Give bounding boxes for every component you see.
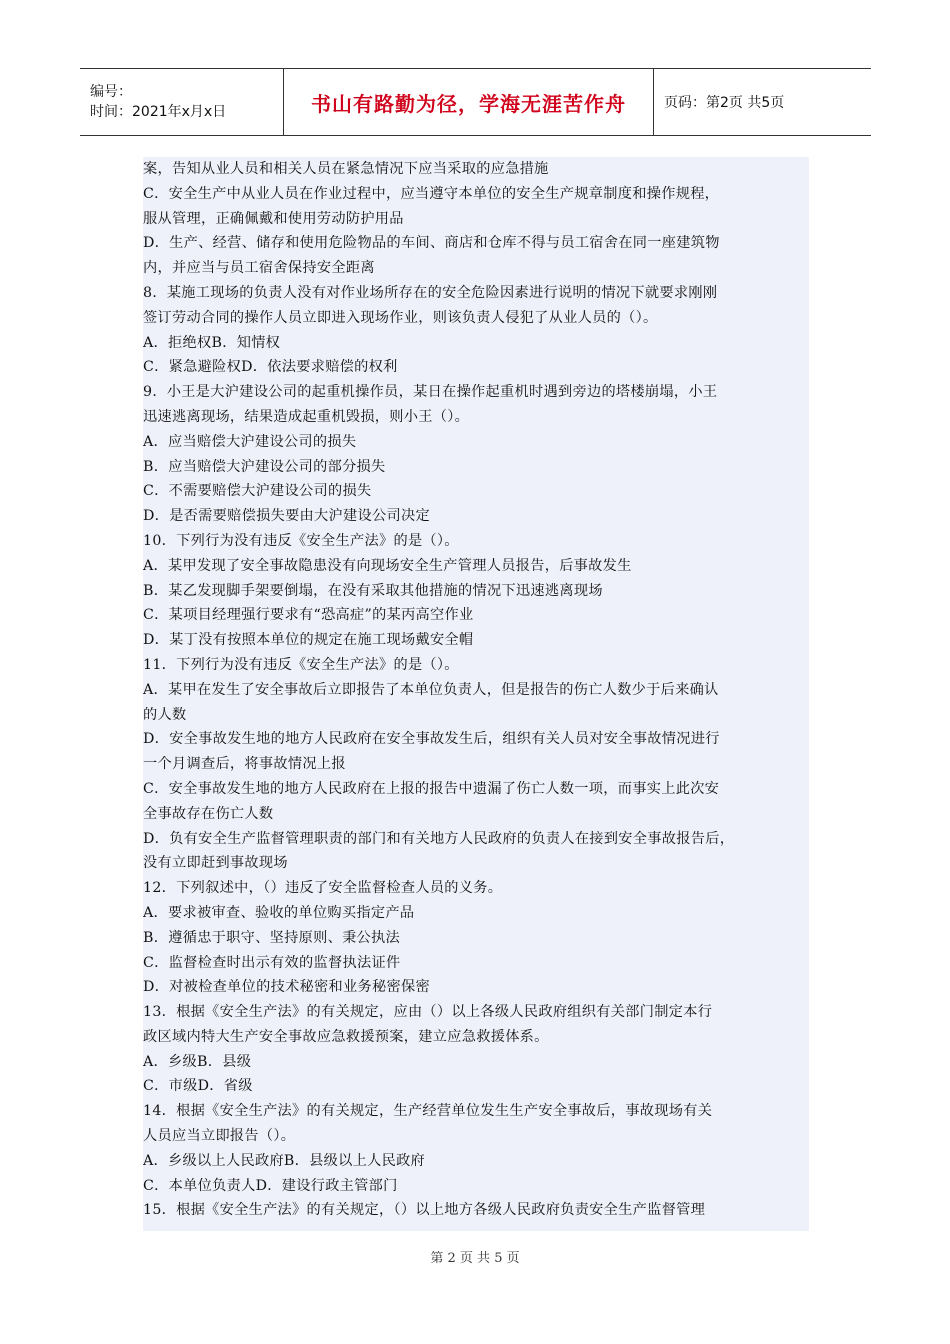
- text-line: C．安全事故发生地的地方人民政府在上报的报告中遗漏了伤亡人数一项，而事实上此次安: [143, 780, 720, 797]
- document-body: [143, 157, 809, 1231]
- text-line: 案，告知从业人员和相关人员在紧急情况下应当采取的应急措施: [143, 161, 549, 177]
- text-line: 8．某施工现场的负责人没有对作业场所存在的安全危险因素进行说明的情况下就要求刚刚: [143, 284, 718, 301]
- text-line: 签订劳动合同的操作人员立即进入现场作业，则该负责人侵犯了从业人员的（）。: [143, 309, 658, 326]
- text-line: D．安全事故发生地的地方人民政府在安全事故发生后，组织有关人员对安全事故情况进行: [143, 731, 720, 748]
- text-line: A．某甲在发生了安全事故后立即报告了本单位负责人，但是报告的伤亡人数少于后来确认: [143, 681, 719, 698]
- text-line: D．对被检查单位的技术秘密和业务秘密保密: [143, 979, 430, 996]
- text-line: C．不需要赔偿大沪建设公司的损失: [143, 483, 372, 500]
- text-line: B．遵循忠于职守、坚持原则、秉公执法: [143, 929, 401, 946]
- text-line: C．市级D．省级: [143, 1078, 253, 1095]
- text-line: 人员应当立即报告（）。: [143, 1128, 296, 1145]
- text-line: 15．根据《安全生产法》的有关规定，（）以上地方各级人民政府负责安全生产监督管理: [143, 1202, 706, 1219]
- page-header: [80, 68, 871, 136]
- text-line: 13．根据《安全生产法》的有关规定，应由（）以上各级人民政府组织有关部门制定本行: [143, 1004, 713, 1021]
- header-page-cell: [654, 69, 871, 135]
- text-line: A．要求被审查、验收的单位购买指定产品: [143, 904, 415, 921]
- document-time-label: 时间：2021年x月x日: [90, 104, 227, 120]
- text-line: C．紧急避险权D．依法要求赔偿的权利: [143, 359, 398, 376]
- text-line: 内，并应当与员工宿舍保持安全距离: [143, 260, 375, 277]
- text-line: 9．小王是大沪建设公司的起重机操作员，某日在操作起重机时遇到旁边的塔楼崩塌，小王: [143, 384, 718, 401]
- text-line: D．负有安全生产监督管理职责的部门和有关地方人民政府的负责人在接到安全事故报告后，: [143, 830, 735, 847]
- text-line: 全事故存在伤亡人数: [143, 805, 274, 822]
- header-motto: 书山有路勤为径，学海无涯苦作舟: [311, 91, 626, 116]
- text-line: 一个月调查后，将事故情况上报: [143, 756, 346, 773]
- text-line: 没有立即赶到事故现场: [143, 855, 288, 872]
- page-footer: 第 2 页 共 5 页: [430, 1251, 520, 1266]
- text-line: A．某甲发现了安全事故隐患没有向现场安全生产管理人员报告，后事故发生: [143, 557, 632, 574]
- text-line: 10．下列行为没有违反《安全生产法》的是（）。: [143, 532, 459, 549]
- text-line: 政区域内特大生产安全事故应急救援预案，建立应急救援体系。: [143, 1028, 549, 1045]
- text-line: A．乡级以上人民政府B．县级以上人民政府: [143, 1152, 426, 1169]
- text-line: 服从管理，正确佩戴和使用劳动防护用品: [143, 210, 404, 227]
- text-line: 12．下列叙述中，（）违反了安全监督检查人员的义务。: [143, 880, 503, 897]
- header-page-label: 页码：第2页 共5页: [664, 95, 785, 111]
- text-line: A．乡级B．县级: [143, 1053, 252, 1070]
- text-line: A．拒绝权B．知情权: [143, 334, 281, 351]
- header-motto-cell: [283, 69, 654, 135]
- text-line: D．生产、经营、储存和使用危险物品的车间、商店和仓库不得与员工宿舍在同一座建筑物: [143, 235, 720, 252]
- text-line: C．安全生产中从业人员在作业过程中，应当遵守本单位的安全生产规章制度和操作规程，: [143, 185, 720, 202]
- text-line: 14．根据《安全生产法》的有关规定，生产经营单位发生生产安全事故后，事故现场有关: [143, 1103, 713, 1120]
- text-line: 的人数: [143, 706, 187, 723]
- text-line: A．应当赔偿大沪建设公司的损失: [143, 433, 357, 450]
- document-number-label: 编号：: [90, 84, 132, 100]
- text-line: C．监督检查时出示有效的监督执法证件: [143, 954, 401, 971]
- text-line: B．应当赔偿大沪建设公司的部分损失: [143, 458, 386, 475]
- text-line: D．某丁没有按照本单位的规定在施工现场戴安全帽: [143, 632, 474, 649]
- text-line: B．某乙发现脚手架要倒塌，在没有采取其他措施的情况下迅速逃离现场: [143, 582, 603, 599]
- header-meta: [80, 69, 283, 135]
- text-line: C．本单位负责人D．建设行政主管部门: [143, 1177, 398, 1194]
- text-line: D．是否需要赔偿损失要由大沪建设公司决定: [143, 508, 430, 525]
- text-line: 11．下列行为没有违反《安全生产法》的是（）。: [143, 656, 459, 673]
- text-line: C．某项目经理强行要求有“恐高症”的某丙高空作业: [143, 607, 474, 624]
- text-line: 迅速逃离现场，结果造成起重机毁损，则小王（）。: [143, 408, 470, 425]
